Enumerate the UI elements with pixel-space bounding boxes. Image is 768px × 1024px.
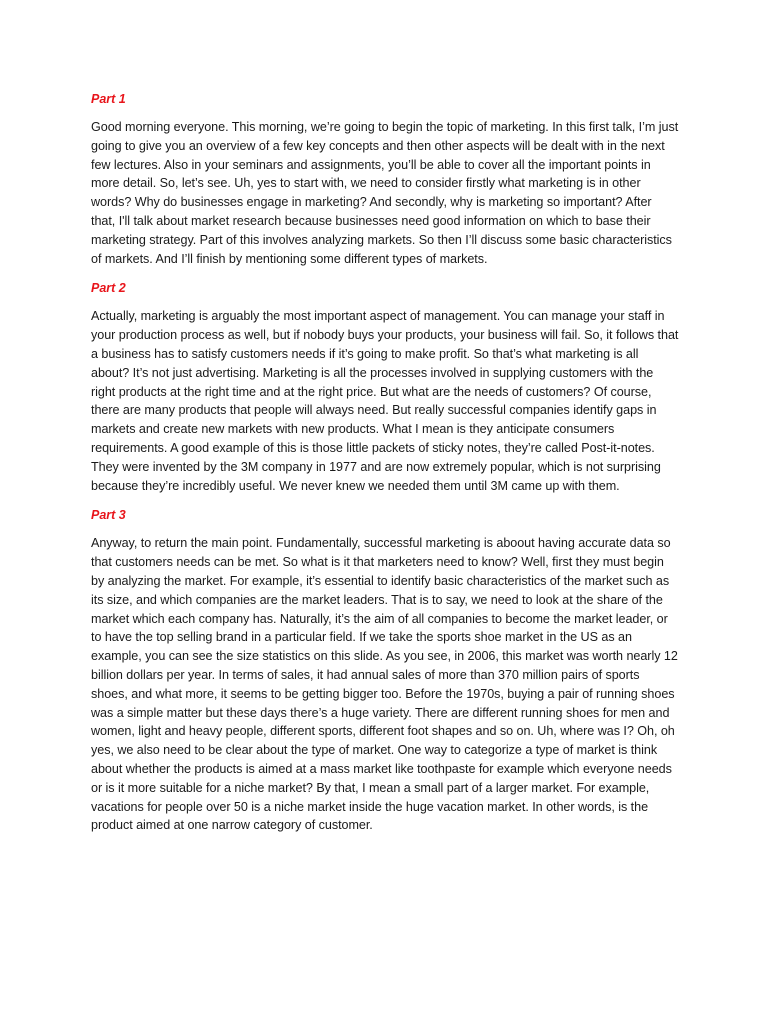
section-heading: Part 1 xyxy=(91,92,126,106)
section-part-3 xyxy=(91,506,679,835)
section-paragraph: Anyway, to return the main point. Fundamentally, successful marketing is aboout having accurate data so that customers needs can be met. So what is it that marketers need to know? Well, first they must begin by analyzing the market. For example, it’s essential to identify basic characteristics of the market such as its size, and which companies are the market leaders. That is to say, we need to look at the share of the market which each company has. Naturally, it’s the aim of all companies to become the market leader, or to have the top selling brand in a particular field. If we take the sports shoe market in the US as an example, you can see the size statistics on this slide. As you see, in 2006, this market was worth nearly 12 billion dollars per year. In terms of sales, it had annual sales of more than 370 million pairs of sports shoes, and what more, it seems to be getting bigger too. Before the 1970s, buying a pair of running shoes was a simple matter but these days there’s a huge variety. There are different running shoes for men and women, light and heavy people, different sports, different foot shapes and so on. Uh, where was I? Oh, oh yes, we also need to be clear about the type of market. One way to categorize a type of market is think about whether the products is aimed at a mass market like toothpaste for example which everyone needs or is it more suitable for a niche market? By that, I mean a small part of a larger market. For example, vacations for people over 50 is a niche market inside the huge vacation market. In other words, is the product aimed at one narrow category of customer. xyxy=(91,536,678,833)
section-paragraph: Actually, marketing is arguably the most important aspect of management. You can manage your staff in your production process as well, but if nobody buys your products, your business will fail. So, it follows that a business has to satisfy customers needs if it’s going to make profit. So that’s what marketing is all about? It’s not just advertising. Marketing is all the processes involved in supplying customers with the right products at the right time and at the right price. But what are the needs of customers? Of course, there are many products that people will always need. But really successful companies identify gaps in markets and create new markets with new products. What I mean is they anticipate consumers requirements. A good example of this is those little packets of sticky notes, they’re called Post-it-notes. They were invented by the 3M company in 1977 and are now extremely popular, which is not surprising because they’re incredibly useful. We never knew we needed them until 3M came up with them. xyxy=(91,309,679,493)
section-part-2 xyxy=(91,279,679,495)
section-heading: Part 3 xyxy=(91,508,126,523)
section-paragraph: Good morning everyone. This morning, we’re going to begin the topic of marketing. In this first talk, I’m just going to give you an overview of a few key concepts and then other aspects will be dealt with in the next few lectures. Also in your seminars and assignments, you’ll be able to cover all the important points in more detail. So, let’s see. Uh, yes to start with, we need to consider firstly what marketing is in other words? Why do businesses engage in marketing? And secondly, why is marketing so important? After that, I'll talk about market research because businesses need good information on which to base their marketing strategy. Part of this involves analyzing markets. So then I’ll discuss some basic characteristics of markets. And I’ll finish by mentioning some different types of markets. xyxy=(91,120,679,266)
section-heading: Part 2 xyxy=(91,281,126,296)
document-page xyxy=(91,90,679,846)
section-part-1 xyxy=(91,90,679,268)
